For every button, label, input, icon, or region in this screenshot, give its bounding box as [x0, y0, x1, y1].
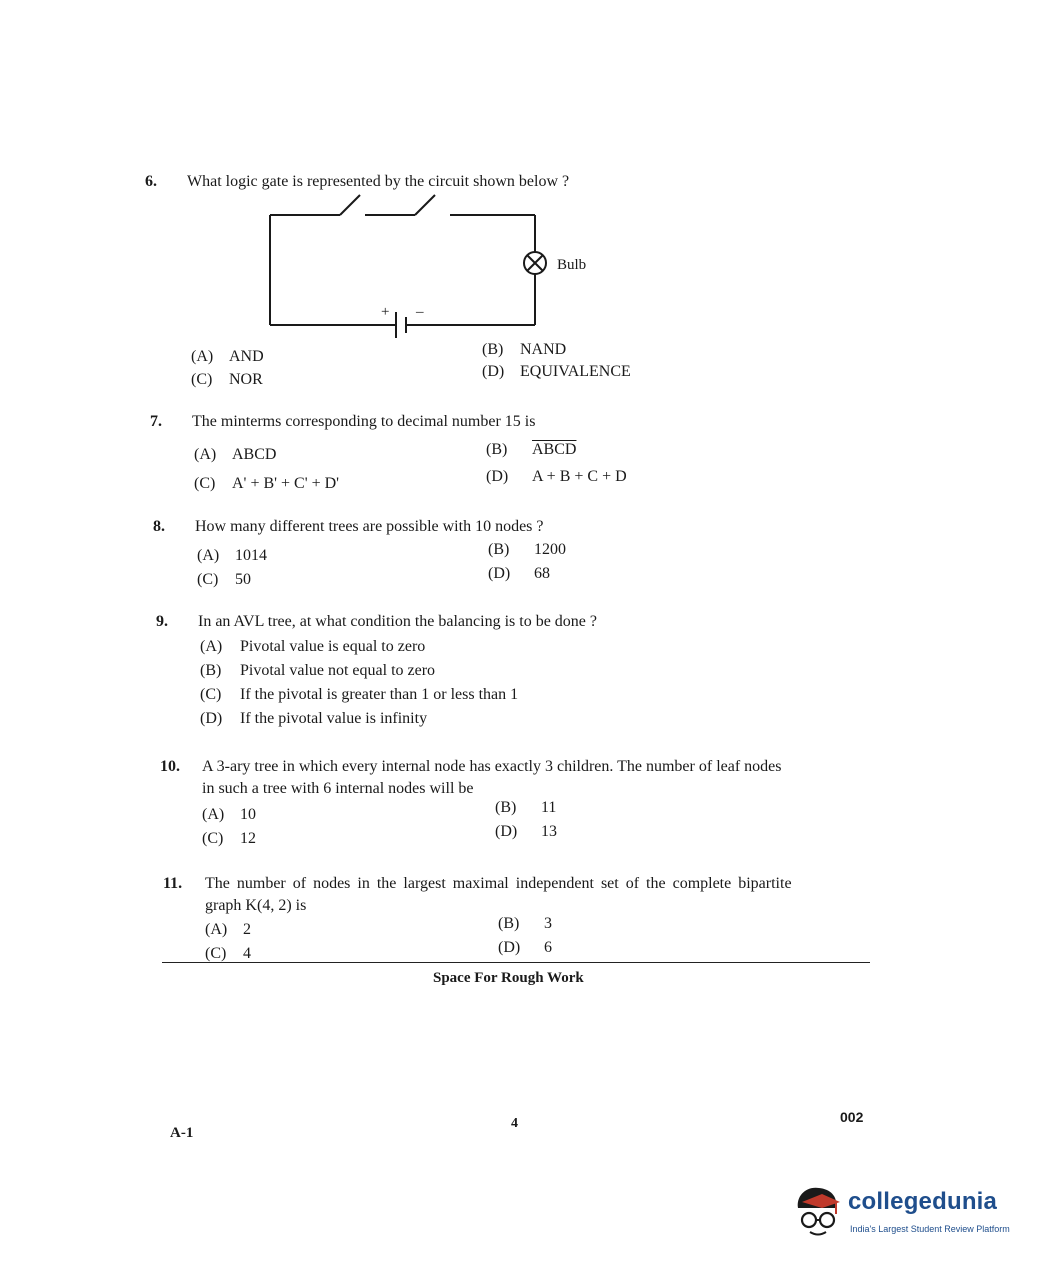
question-text: How many different trees are possible with 10 nodes ?: [195, 518, 544, 535]
option-label: (D): [200, 710, 223, 727]
question-number: 8.: [153, 518, 165, 535]
watermark-name: collegedunia: [848, 1188, 998, 1215]
option-d: [498, 936, 552, 959]
option-text: 68: [534, 565, 550, 582]
question-11: [163, 872, 863, 962]
option-text: AND: [229, 348, 264, 365]
option-label: (C): [191, 371, 213, 388]
option-text: ABCD: [232, 446, 277, 463]
question-9: [156, 610, 856, 730]
question-number: 9.: [156, 613, 168, 630]
option-text: 2: [243, 921, 251, 938]
option-label: (D): [486, 468, 509, 485]
option-d: [482, 360, 631, 383]
collegedunia-logo-icon: [792, 1180, 846, 1240]
option-label: (C): [202, 830, 224, 847]
option-label: (A): [200, 638, 223, 655]
option-text: 13: [541, 823, 557, 840]
option-label: (D): [495, 823, 518, 840]
option-label: (B): [488, 541, 510, 558]
option-text: 4: [243, 945, 251, 962]
option-d: [488, 562, 550, 585]
question-text-line-2: in such a tree with 6 internal nodes will be: [202, 780, 474, 797]
option-text: 1014: [235, 547, 267, 564]
option-text: If the pivotal is greater than 1 or less than 1: [240, 686, 519, 703]
option-label: (A): [191, 348, 214, 365]
option-text: 6: [544, 939, 552, 956]
question-10: [160, 755, 860, 855]
option-label: (C): [205, 945, 227, 962]
option-b: [486, 438, 576, 461]
option-text: 10: [240, 806, 256, 823]
option-text: 11: [541, 799, 557, 816]
question-text-line-1: The number of nodes in the largest maximal independent set of the complete bipartite: [205, 875, 792, 892]
option-d: [495, 820, 557, 843]
option-label: (B): [498, 915, 520, 932]
option-label: (C): [194, 475, 216, 492]
option-text: ABCD: [532, 441, 577, 458]
option-c: [197, 568, 251, 591]
option-label: (D): [482, 363, 505, 380]
option-text: NOR: [229, 371, 263, 388]
option-text: 12: [240, 830, 256, 847]
question-number: 10.: [160, 758, 180, 775]
switch-2: [415, 195, 435, 215]
option-label: (B): [482, 341, 504, 358]
circuit-diagram: [260, 190, 600, 340]
question-text-line-1: A 3-ary tree in which every internal node has exactly 3 children. The number of leaf nodes: [202, 758, 782, 775]
option-label: (C): [197, 571, 219, 588]
option-text: EQUIVALENCE: [520, 363, 631, 380]
rough-work-label: Space For Rough Work: [433, 970, 584, 986]
question-number: 6.: [145, 173, 157, 190]
option-d: [200, 707, 427, 730]
question-7: [150, 410, 850, 490]
option-b: [488, 538, 566, 561]
option-text: If the pivotal value is infinity: [240, 710, 428, 727]
option-text: 1200: [534, 541, 566, 558]
option-label: (B): [486, 441, 508, 458]
question-text: In an AVL tree, at what condition the balancing is to be done ?: [198, 613, 597, 630]
watermark-tagline: India's Largest Student Review Platform: [850, 1224, 1010, 1234]
option-label: (A): [194, 446, 217, 463]
question-8: [153, 515, 853, 595]
option-c: [202, 827, 256, 850]
switch-1: [340, 195, 360, 215]
option-a: [200, 635, 425, 658]
option-label: (B): [200, 662, 222, 679]
option-label: (D): [498, 939, 521, 956]
paper-code: A-1: [170, 1125, 194, 1141]
option-b: [498, 912, 552, 935]
bulb-label: Bulb: [557, 257, 587, 273]
option-a: [191, 345, 264, 368]
option-text: Pivotal value not equal to zero: [240, 662, 436, 679]
option-text: A' + B' + C' + D': [232, 475, 340, 492]
option-c: [191, 368, 263, 391]
option-a: [194, 443, 276, 466]
option-text: 3: [544, 915, 552, 932]
option-label: (B): [495, 799, 517, 816]
rough-work-divider: [162, 962, 870, 963]
option-text: Pivotal value is equal to zero: [240, 638, 426, 655]
option-a: [197, 544, 267, 567]
collegedunia-watermark: [792, 1180, 1022, 1250]
question-text: The minterms corresponding to decimal number 15 is: [192, 413, 536, 430]
option-text: 50: [235, 571, 251, 588]
option-label: (D): [488, 565, 511, 582]
battery-minus-label: –: [416, 304, 424, 320]
option-text: NAND: [520, 341, 567, 358]
question-number: 11.: [163, 875, 183, 892]
option-c: [194, 472, 339, 495]
battery-plus-label: +: [381, 304, 390, 320]
option-text: A + B + C + D: [532, 468, 627, 485]
option-d: [486, 465, 627, 488]
option-label: (A): [197, 547, 220, 564]
option-b: [482, 338, 566, 361]
option-a: [205, 918, 251, 941]
question-text-line-2: graph K(4, 2) is: [205, 897, 307, 914]
question-text: What logic gate is represented by the circuit shown below ?: [187, 173, 570, 190]
option-b: [495, 796, 556, 819]
option-label: (C): [200, 686, 222, 703]
question-number: 7.: [150, 413, 162, 430]
option-b: [200, 659, 435, 682]
option-label: (A): [202, 806, 225, 823]
booklet-number: 002: [840, 1109, 864, 1125]
option-label: (A): [205, 921, 228, 938]
page-number: 4: [511, 1116, 518, 1131]
option-c: [200, 683, 518, 706]
option-a: [202, 803, 256, 826]
